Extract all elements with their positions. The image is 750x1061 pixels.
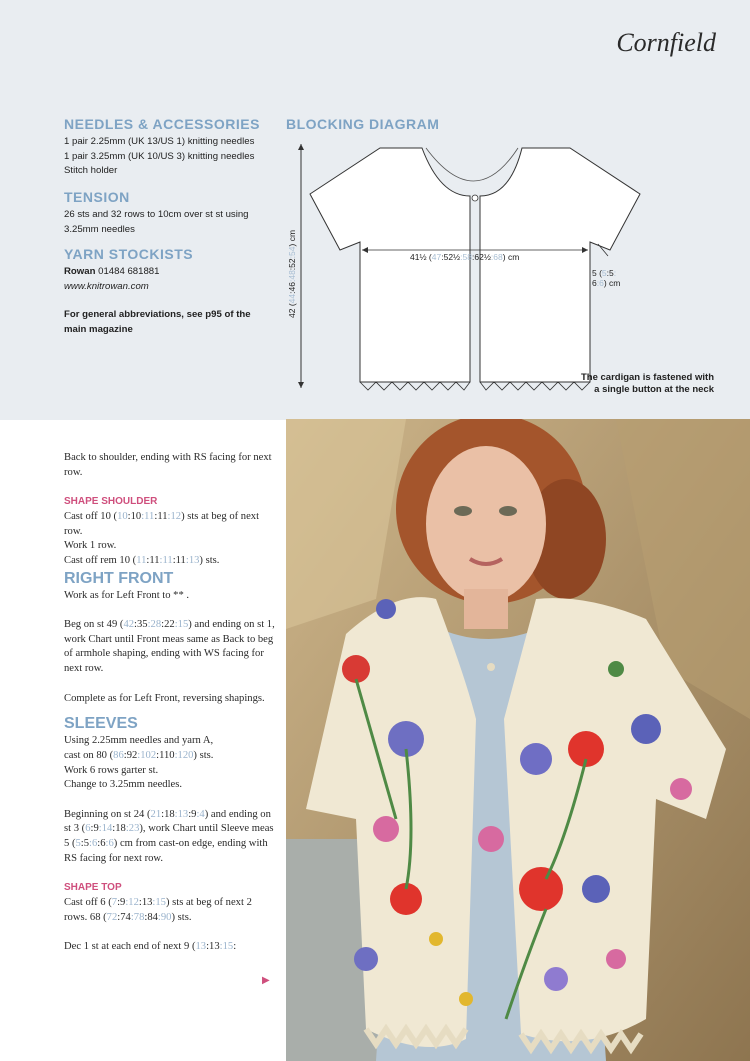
pattern-line: Beg on st 49 (42:35:28:22:15) and ending on st 1, work Chart until Front meas same as Back to beg of armhole shaping, ending with WS facing for next row. [64,619,275,675]
needles-heading: NEEDLES & ACCESSORIES [64,116,260,132]
page-title: Cornfield [616,28,716,57]
pattern-line: Cast off rem 10 (11:11:11:11:13) sts. [64,554,220,566]
pattern-line: Beginning on st 24 (21:18:13:9:4) and ending on st 3 (6:9:14:18:23), work Chart until Sleeve meas 5 (5:5:6:6:6) cm from cast-on edge, ending with RS facing for next row. [64,808,274,864]
sleeve-label: 5 (5:5: 6:6) cm [592,268,621,288]
pattern-line: Work 6 rows garter st. [64,764,159,776]
tension-heading: TENSION [64,189,130,205]
model-photo [286,419,750,1061]
intro-text: Back to shoulder, ending with RS facing for next row. [64,452,272,478]
abbreviations-note: For general abbreviations, see p95 of the main magazine [64,309,251,335]
pattern-column [64,451,276,955]
height-label: 42 (44:46:48:52:54) cm [287,229,297,318]
blocking-diagram-heading: BLOCKING DIAGRAM [286,116,440,132]
pattern-line: Work 1 row. [64,540,117,552]
sleeves-heading: SLEEVES [64,715,138,733]
garment-outline [480,148,640,382]
tension-text: 26 sts and 32 rows to 10cm over st st using 3.25mm needles [64,209,249,235]
tension-section [64,189,274,237]
stockists-heading: YARN STOCKISTS [64,246,194,262]
pattern-line: Work as for Left Front to ** . [64,589,190,601]
needles-line: 1 pair 2.25mm (UK 13/US 1) knitting needles [64,136,255,147]
pattern-line: Using 2.25mm needles and yarn A, [64,735,214,747]
pattern-line: Complete as for Left Front, reversing shapings. [64,692,265,704]
right-front-heading: RIGHT FRONT [64,569,174,587]
shape-shoulder-heading: SHAPE SHOULDER [64,496,158,508]
needles-line: Stitch holder [64,165,118,176]
pattern-line: Dec 1 st at each end of next 9 (13:13:15: [64,941,237,952]
stockist-brand: Rowan [64,266,96,277]
stockists-section [64,246,274,337]
fastening-note: The cardigan is fastened with a single button at the neck [580,372,714,395]
pattern-line: Cast off 10 (10:10:11:11:12) sts at beg of next row. [64,510,260,537]
needles-line: 1 pair 3.25mm (UK 10/US 3) knitting needles [64,150,255,162]
zigzag-hem [360,382,470,390]
continue-arrow-icon: ▶ [262,975,270,986]
width-label: 41½ (47:52½:58:62½:68) cm [410,252,520,262]
stockist-url[interactable]: www.knitrowan.com [64,280,149,292]
pattern-line: Cast off 6 (7:9:12:13:15) sts at beg of next 2 rows. 68 (72:74:78:84:90) sts. [64,896,252,923]
garment-outline [310,148,470,382]
button-icon [472,195,478,201]
needles-section [64,116,274,179]
pattern-line: Change to 3.25mm needles. [64,779,182,791]
pattern-line: cast on 80 (86:92:102:110:120) sts. [64,749,214,761]
stockist-phone: 01484 681881 [95,266,160,277]
shape-top-heading: SHAPE TOP [64,882,122,894]
